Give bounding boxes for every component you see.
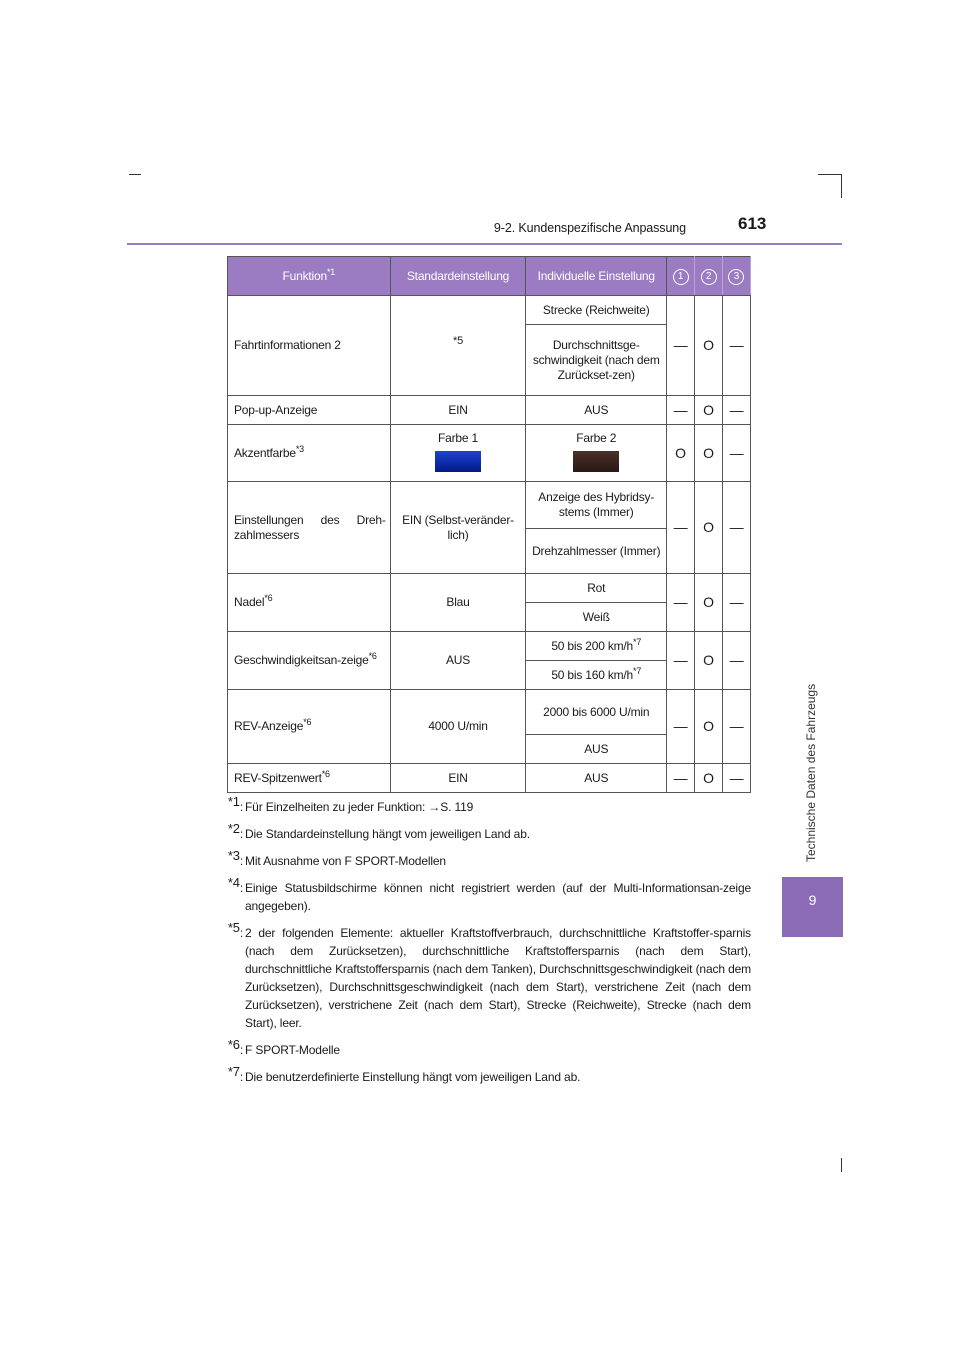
row-col-2: O xyxy=(695,425,723,482)
row-col-3: — xyxy=(722,574,750,632)
row-default: Blau xyxy=(390,574,526,632)
header-col-2 xyxy=(695,257,723,296)
row-col-3: — xyxy=(722,296,750,396)
crop-mark xyxy=(841,1158,842,1172)
row-option: Weiß xyxy=(526,603,667,632)
section-title: 9-2. Kundenspezifische Anpassung xyxy=(493,221,686,235)
table-row xyxy=(228,574,751,603)
chapter-tab: 9 xyxy=(782,877,843,937)
header-funktion: Funktion$^{*1}$ xyxy=(228,257,391,296)
row-default: Farbe 1 xyxy=(390,425,526,482)
row-function: Geschwindigkeitsan-zeige$^{*6}$ xyxy=(228,632,391,690)
row-function: REV-Spitzenwert$^{*6}$ xyxy=(228,764,391,793)
crop-mark xyxy=(841,174,842,198)
table-row xyxy=(228,764,751,793)
row-default: EIN xyxy=(390,764,526,793)
circled-1-icon: 1 xyxy=(673,269,689,285)
row-option: AUS xyxy=(526,396,667,425)
row-function: Einstellungen des Dreh-zahlmessers xyxy=(228,482,391,574)
footnote: $^{*6}$: F SPORT-Modelle xyxy=(227,1037,340,1057)
row-col-3: — xyxy=(722,764,750,793)
row-col-3: — xyxy=(722,632,750,690)
row-function: Pop-up-Anzeige xyxy=(228,396,391,425)
row-col-2: O xyxy=(695,632,723,690)
footnote: $^{*5}$: 2 der folgenden Elemente: aktueller Kraftstoffverbrauch, durchschnittliche Kraftstoffer-sparnis (nach dem Zurücksetzen), durchschnittliche Kraftstoffersparnis (nach dem Start), durchschnittliche Kraftstoffersparnis (nach dem Tanken), Durchschnittsgeschwindigkeit (nach dem Zurücksetzen), Durchschnittsgeschwindigkeit (nach dem Start), verstrichene Zeit (nach dem Zurücksetzen), verstrichene Zeit (nach dem Start), Strecke (Reichweite), Strecke (nach dem Start), leer. xyxy=(227,920,751,1030)
row-col-1: — xyxy=(667,396,695,425)
table-row xyxy=(228,690,751,735)
row-default: AUS xyxy=(390,632,526,690)
crop-mark xyxy=(818,174,842,175)
crop-mark xyxy=(129,174,141,175)
table-row xyxy=(228,296,751,325)
header-individuell: Individuelle Einstellung xyxy=(526,257,667,296)
row-col-2: O xyxy=(695,764,723,793)
row-option: Strecke (Reichweite) xyxy=(526,296,667,325)
row-option: Rot xyxy=(526,574,667,603)
row-col-3: — xyxy=(722,690,750,764)
row-option: AUS xyxy=(526,735,667,764)
row-function: Akzentfarbe$^{*3}$ xyxy=(228,425,391,482)
settings-table xyxy=(227,256,751,793)
row-col-2: O xyxy=(695,574,723,632)
row-col-1: — xyxy=(667,632,695,690)
row-default: EIN xyxy=(390,396,526,425)
footnote: $^{*2}$: Die Standardeinstellung hängt vom jeweiligen Land ab. xyxy=(227,821,530,841)
table-row xyxy=(228,482,751,529)
row-default: 4000 U/min xyxy=(390,690,526,764)
circled-3-icon: 3 xyxy=(728,269,744,285)
header-col-3 xyxy=(722,257,750,296)
row-option: Drehzahlmesser (Immer) xyxy=(526,529,667,574)
circled-2-icon: 2 xyxy=(701,269,717,285)
row-function: Nadel$^{*6}$ xyxy=(228,574,391,632)
row-default: *5 xyxy=(390,296,526,396)
row-option: 2000 bis 6000 U/min xyxy=(526,690,667,735)
row-col-1: — xyxy=(667,690,695,764)
row-col-2: O xyxy=(695,690,723,764)
footnote: $^{*3}$: Mit Ausnahme von F SPORT-Modellen xyxy=(227,848,446,868)
row-col-2: O xyxy=(695,396,723,425)
row-function: Fahrtinformationen 2 xyxy=(228,296,391,396)
row-option: AUS xyxy=(526,764,667,793)
row-function: REV-Anzeige$^{*6}$ xyxy=(228,690,391,764)
color-swatch-farbe-2 xyxy=(573,451,619,472)
table-row xyxy=(228,632,751,661)
row-option: Farbe 2 xyxy=(526,425,667,482)
header-standard: Standardeinstellung xyxy=(390,257,526,296)
table-row xyxy=(228,425,751,482)
header-divider xyxy=(127,243,842,245)
row-col-1: — xyxy=(667,574,695,632)
row-option: 50 bis 160 $km/h^{*7}$ xyxy=(526,661,667,690)
table-row xyxy=(228,396,751,425)
footnote: $^{*1}$: Für Einzelheiten zu jeder Funktion: →S. 119 xyxy=(227,794,474,814)
row-col-3: — xyxy=(722,396,750,425)
row-option: 50 bis 200 $km/h^{*7}$ xyxy=(526,632,667,661)
row-col-3: — xyxy=(722,482,750,574)
row-col-2: O xyxy=(695,482,723,574)
footnote: $^{*7}$: Die benutzerdefinierte Einstellung hängt vom jeweiligen Land ab. xyxy=(227,1064,581,1084)
color-swatch-farbe-1 xyxy=(435,451,481,472)
row-col-3: — xyxy=(722,425,750,482)
row-col-1: — xyxy=(667,764,695,793)
row-option: Durchschnittsge-schwindigkeit (nach dem Zurückset-zen) xyxy=(526,325,667,396)
row-col-1: — xyxy=(667,482,695,574)
footnotes xyxy=(205,794,751,1095)
header-col-1 xyxy=(667,257,695,296)
row-col-2: O xyxy=(695,296,723,396)
footnote: $^{*4}$: Einige Statusbildschirme können nicht registriert werden (auf der Multi-Informationsan-zeige angegeben). xyxy=(227,875,751,913)
page-number: 613 xyxy=(738,214,767,233)
row-col-1: O xyxy=(667,425,695,482)
chapter-side-label: Technische Daten des Fahrzeugs xyxy=(804,683,818,862)
row-option: Anzeige des Hybridsy-stems (Immer) xyxy=(526,482,667,529)
table-header-row xyxy=(228,257,751,296)
row-default: EIN (Selbst-veränder-lich) xyxy=(390,482,526,574)
row-col-1: — xyxy=(667,296,695,396)
